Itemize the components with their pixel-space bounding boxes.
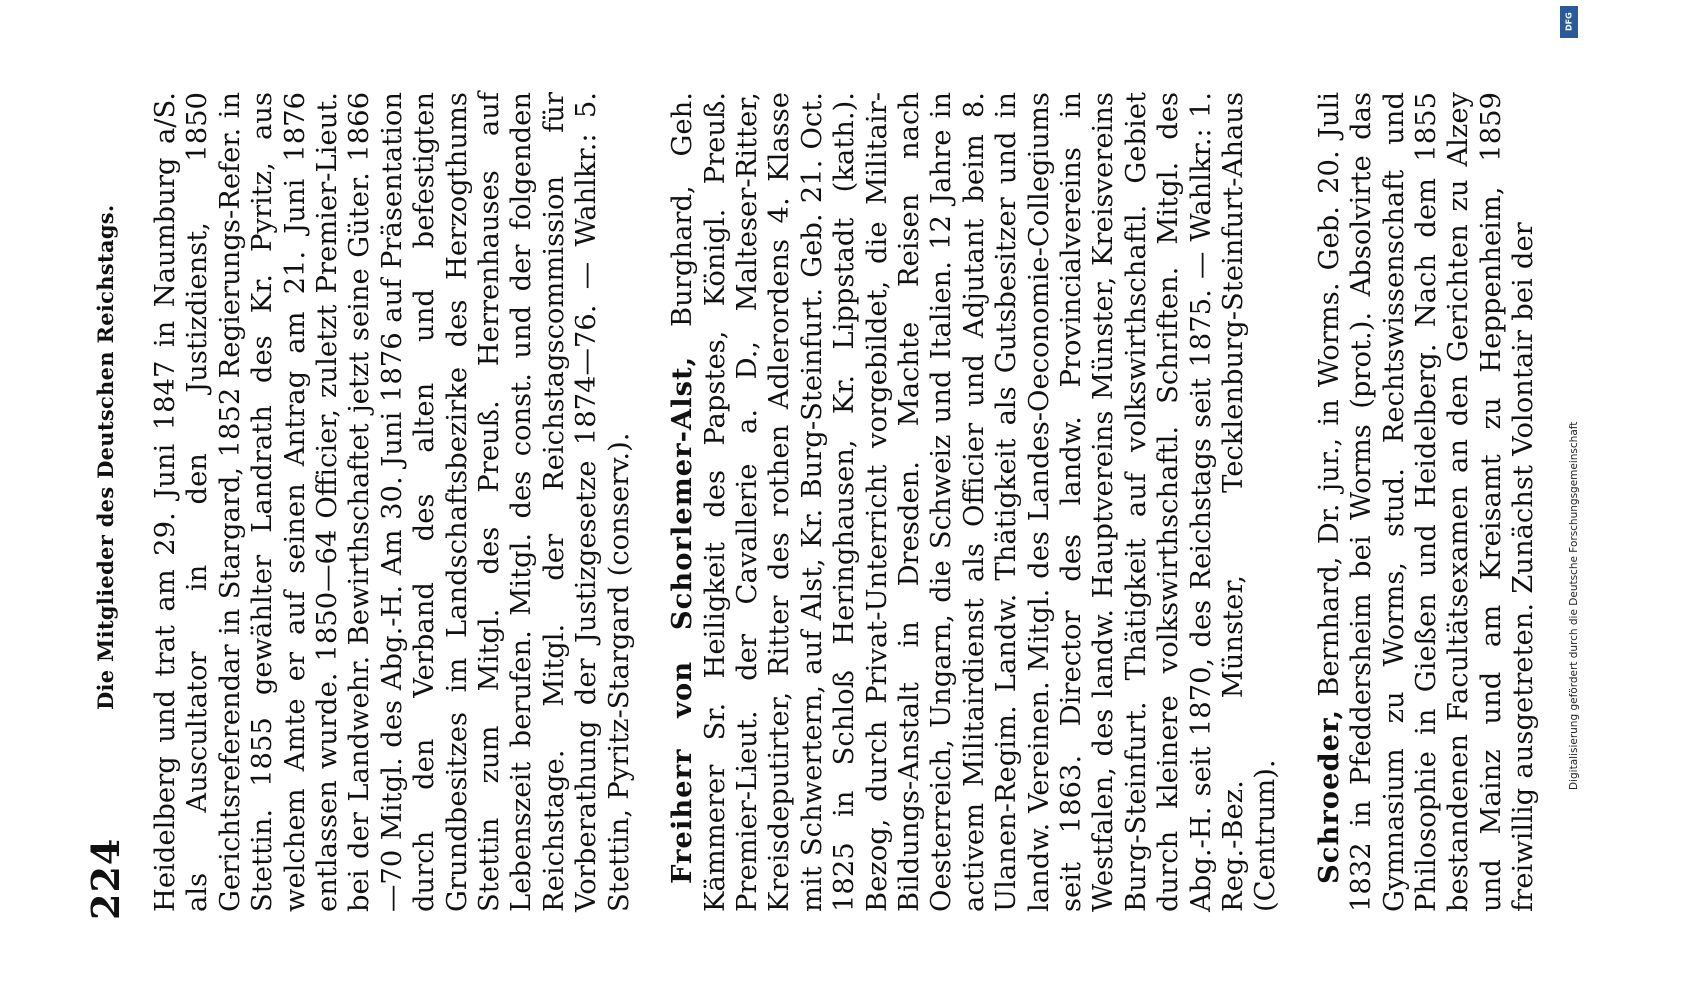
entry-text: Heidelberg und trat am 29. Juni 1847 in Naumburg a/S. als Auscultator in den Justizdienst, 1850 Gerichtsreferendar in Stargard, 1852 Regierungs-Refer. in Stettin. 1855 gewählter Landrath des Kr. Pyritz, aus welchem Amte er auf seinen Antrag am 21. Juni 1876 entlassen wurde. 1850—64 Officier, zuletzt Premier-Lieut. bei der Landwehr. Bewirthschaftet jetzt seine Güter. 1866—70 Mitgl. des Abg.-H. Am 30. Juni 1876 auf Präsentation durch den Verband des alten und befestigten Grundbesitzes im Landschaftsbezirke des Herzogthums Stettin zum Mitgl. des Preuß. Herrenhauses auf Lebenszeit berufen. Mitgl. des const. und der folgenden Reichstage. Mitgl. der Reichstagscommission für Vorberathung der Justizgesetze 1874—76. — Wahlkr.: 5. Stettin, Pyritz-Stargard (conserv.). [150, 92, 635, 912]
member-name: Schroeder, [1312, 708, 1345, 884]
entry-continuation [150, 92, 636, 912]
dfg-logo: DFG [1560, 6, 1578, 38]
entry-schorlemer [666, 92, 1283, 912]
running-title: Die Mitglieder des Deutschen Reichstags. [93, 204, 118, 710]
digitization-credit [1556, 0, 1586, 1000]
page-header [83, 80, 128, 920]
member-name: Freiherr von Schorlemer-Alst, [666, 355, 699, 884]
entry-schroeder [1313, 92, 1541, 912]
page-number: 224 [83, 837, 128, 920]
page-body [150, 92, 1571, 912]
entry-text: Burghard, Geh. Kämmerer Sr. Heiligkeit des Papstes, Königl. Preuß. Premier-Lieut. der Cavallerie a. D., Malteser-Ritter, Kreisdeputirter, Ritter des rothen Adlerordens 4. Klasse mit Schwertern, auf Alst, Kr. Burg-Steinfurt. Geb. 21. Oct. 1825 in Schloß Heringhausen, Kr. Lippstadt (kath.). Bezog, durch Privat-Unterricht vorgebildet, die Militair-Bildungs-Anstalt in Dresden. Machte Reisen nach Oesterreich, Ungarn, die Schweiz und Italien. 12 Jahre in activem Militairdienst als Officier und Adjutant beim 8. Ulanen-Regim. Landw. Thätigkeit als Gutsbesitzer und in landw. Vereinen. Mitgl. des Landes-Oeconomie-Collegiums seit 1863. Director des landw. Provincialvereins in Westfalen, des landw. Hauptvereins Münster, Kreisvereins Burg-Steinfurt. Thätigkeit auf volkswirthschaftl. Gebiet durch kleinere volkswirthschaftl. Schriften. Mitgl. des Abg.-H. seit 1870, des Reichstags seit 1875. — Wahlkr.: 1. Reg.-Bez. Münster, Tecklenburg-Steinfurt-Ahaus (Centrum). [667, 92, 1282, 912]
credit-text: Digitalisierung gefördert durch die Deutsche Forschungsgemeinschaft [1568, 421, 1580, 790]
entry-text: Bernhard, Dr. jur., in Worms. Geb. 20. Juli 1832 in Pfeddersheim bei Worms (prot.). Absolvirte das Gymnasium zu Worms, stud. Rechtswissenschaft und Philosophie in Gießen und Heidelberg. Nach dem 1855 bestandenen Facultätsexamen an den Gerichten zu Alzey und Mainz und am Kreisamt zu Heppenheim, 1859 freiwillig ausgetreten. Zunächst Volontair bei der [1313, 92, 1540, 912]
